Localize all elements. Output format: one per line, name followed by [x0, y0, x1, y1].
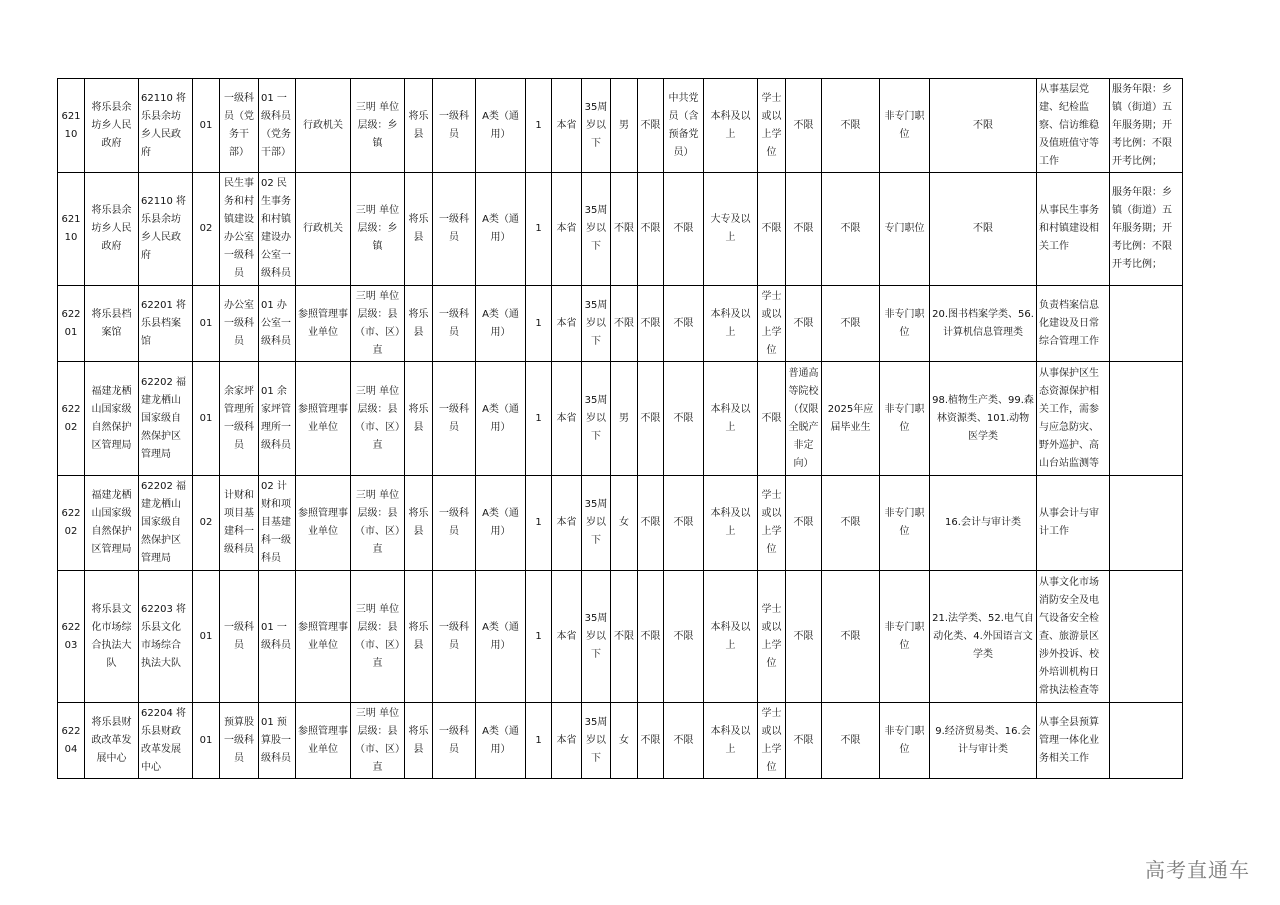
rank-cell: 一级科员	[433, 476, 476, 571]
position-name-cell: 预算股一级科员	[220, 703, 259, 779]
ethnicity-cell: 不限	[638, 571, 664, 703]
ethnicity-cell: 不限	[638, 362, 664, 476]
remarks-cell	[1110, 571, 1183, 703]
ethnicity-cell: 不限	[638, 286, 664, 362]
household-cell: 本省	[552, 476, 582, 571]
source-a-cell: 不限	[786, 173, 822, 286]
household-cell: 本省	[552, 173, 582, 286]
major-cell: 不限	[930, 79, 1037, 173]
unit-level-cell: 三明 单位层级：县（市、区）直	[351, 571, 405, 703]
unit-code-name-cell: 62110 将乐县余坊乡人民政府	[139, 173, 193, 286]
unit-level-cell: 三明 单位层级：县（市、区）直	[351, 286, 405, 362]
position-code-cell: 01	[193, 79, 220, 173]
table-row	[58, 476, 1183, 571]
position-name-cell: 一级科员	[220, 571, 259, 703]
rank-cell: 一级科员	[433, 571, 476, 703]
county-cell: 将乐县	[405, 703, 433, 779]
degree-cell: 学士或以上学位	[758, 79, 786, 173]
major-cell: 20.图书档案学类、56. 计算机信息管理类	[930, 286, 1037, 362]
unit-level-cell: 三明 单位层级：县（市、区）直	[351, 362, 405, 476]
education-cell: 本科及以上	[704, 286, 758, 362]
gender-cell: 不限	[611, 173, 638, 286]
job-type-cell: 非专门职位	[880, 286, 930, 362]
source-b-cell: 不限	[822, 476, 880, 571]
source-a-cell: 不限	[786, 79, 822, 173]
rank-cell: 一级科员	[433, 173, 476, 286]
position-code-cell: 01	[193, 571, 220, 703]
unit-code-cell: 62202	[58, 362, 85, 476]
unit-code-name-cell: 62202 福建龙栖山国家级自然保护区管理局	[139, 362, 193, 476]
unit-name-cell: 福建龙栖山国家级自然保护区管理局	[85, 362, 139, 476]
quota-cell: 1	[526, 173, 552, 286]
watermark-text: 高考直通车	[1145, 858, 1250, 882]
degree-cell: 学士或以上学位	[758, 703, 786, 779]
position-code-name-cell: 01 余家坪管理所一级科员	[259, 362, 296, 476]
exam-category-cell: A类（通用）	[476, 173, 526, 286]
county-cell: 将乐县	[405, 571, 433, 703]
duties-cell: 从事保护区生态资源保护相关工作，需参与应急防灾、野外巡护、高山台站监测等	[1037, 362, 1110, 476]
unit-name-cell: 将乐县档案馆	[85, 286, 139, 362]
quota-cell: 1	[526, 476, 552, 571]
unit-name-cell: 将乐县财政改革发展中心	[85, 703, 139, 779]
unit-level-cell: 三明 单位层级：县（市、区）直	[351, 476, 405, 571]
major-cell: 98.植物生产类、99.森林资源类、101.动物医学类	[930, 362, 1037, 476]
position-code-name-cell: 02 计财和项目基建科一级科员	[259, 476, 296, 571]
unit-nature-cell: 行政机关	[296, 79, 351, 173]
rank-cell: 一级科员	[433, 362, 476, 476]
household-cell: 本省	[552, 571, 582, 703]
quota-cell: 1	[526, 79, 552, 173]
county-cell: 将乐县	[405, 173, 433, 286]
ethnicity-cell: 不限	[638, 703, 664, 779]
position-name-cell: 办公室一级科员	[220, 286, 259, 362]
unit-code-name-cell: 62203 将乐县文化市场综合执法大队	[139, 571, 193, 703]
duties-cell: 从事全县预算管理一体化业务相关工作	[1037, 703, 1110, 779]
unit-nature-cell: 参照管理事业单位	[296, 571, 351, 703]
education-cell: 本科及以上	[704, 79, 758, 173]
source-b-cell: 2025年应届毕业生	[822, 362, 880, 476]
unit-nature-cell: 参照管理事业单位	[296, 286, 351, 362]
unit-code-name-cell: 62201 将乐县档案馆	[139, 286, 193, 362]
exam-category-cell: A类（通用）	[476, 571, 526, 703]
unit-name-cell: 福建龙栖山国家级自然保护区管理局	[85, 476, 139, 571]
education-cell: 本科及以上	[704, 571, 758, 703]
age-cell: 35周岁以下	[582, 79, 611, 173]
gender-cell: 女	[611, 476, 638, 571]
position-name-cell: 计财和项目基建科一级科员	[220, 476, 259, 571]
household-cell: 本省	[552, 286, 582, 362]
politics-cell: 中共党员（含预备党员）	[664, 79, 704, 173]
unit-code-name-cell: 62202 福建龙栖山国家级自然保护区管理局	[139, 476, 193, 571]
quota-cell: 1	[526, 362, 552, 476]
civil-service-position-table	[57, 78, 1183, 779]
source-a-cell: 不限	[786, 571, 822, 703]
exam-category-cell: A类（通用）	[476, 703, 526, 779]
unit-name-cell: 将乐县余坊乡人民政府	[85, 173, 139, 286]
education-cell: 大专及以上	[704, 173, 758, 286]
position-code-name-cell: 02 民生事务和村镇建设办公室一级科员	[259, 173, 296, 286]
degree-cell: 不限	[758, 362, 786, 476]
politics-cell: 不限	[664, 362, 704, 476]
politics-cell: 不限	[664, 703, 704, 779]
position-name-cell: 民生事务和村镇建设办公室一级科员	[220, 173, 259, 286]
job-type-cell: 非专门职位	[880, 362, 930, 476]
exam-category-cell: A类（通用）	[476, 286, 526, 362]
ethnicity-cell: 不限	[638, 476, 664, 571]
position-name-cell: 一级科员（党务干部）	[220, 79, 259, 173]
rank-cell: 一级科员	[433, 703, 476, 779]
unit-code-name-cell: 62110 将乐县余坊乡人民政府	[139, 79, 193, 173]
unit-nature-cell: 参照管理事业单位	[296, 476, 351, 571]
table-row	[58, 173, 1183, 286]
degree-cell: 学士或以上学位	[758, 286, 786, 362]
unit-nature-cell: 参照管理事业单位	[296, 703, 351, 779]
unit-code-cell: 62110	[58, 173, 85, 286]
unit-code-cell: 62204	[58, 703, 85, 779]
unit-code-cell: 62203	[58, 571, 85, 703]
table-body	[58, 79, 1183, 779]
job-type-cell: 专门职位	[880, 173, 930, 286]
position-code-name-cell: 01 预算股一级科员	[259, 703, 296, 779]
exam-category-cell: A类（通用）	[476, 79, 526, 173]
remarks-cell: 服务年限：乡镇（街道）五年服务期；开考比例：不限开考比例；	[1110, 173, 1183, 286]
exam-category-cell: A类（通用）	[476, 476, 526, 571]
source-a-cell: 不限	[786, 476, 822, 571]
gender-cell: 不限	[611, 286, 638, 362]
job-type-cell: 非专门职位	[880, 79, 930, 173]
position-code-name-cell: 01 一级科员（党务干部）	[259, 79, 296, 173]
gender-cell: 男	[611, 79, 638, 173]
rank-cell: 一级科员	[433, 79, 476, 173]
remarks-cell	[1110, 703, 1183, 779]
unit-name-cell: 将乐县余坊乡人民政府	[85, 79, 139, 173]
source-b-cell: 不限	[822, 571, 880, 703]
major-cell: 16.会计与审计类	[930, 476, 1037, 571]
source-b-cell: 不限	[822, 703, 880, 779]
position-code-cell: 01	[193, 286, 220, 362]
age-cell: 35周岁以下	[582, 173, 611, 286]
unit-code-cell: 62201	[58, 286, 85, 362]
major-cell: 9.经济贸易类、16.会计与审计类	[930, 703, 1037, 779]
major-cell: 21.法学类、52.电气自动化类、4.外国语言文学类	[930, 571, 1037, 703]
duties-cell: 从事民生事务和村镇建设相关工作	[1037, 173, 1110, 286]
politics-cell: 不限	[664, 286, 704, 362]
degree-cell: 不限	[758, 173, 786, 286]
county-cell: 将乐县	[405, 476, 433, 571]
education-cell: 本科及以上	[704, 703, 758, 779]
politics-cell: 不限	[664, 571, 704, 703]
major-cell: 不限	[930, 173, 1037, 286]
source-a-cell: 不限	[786, 703, 822, 779]
degree-cell: 学士或以上学位	[758, 571, 786, 703]
duties-cell: 负责档案信息化建设及日常综合管理工作	[1037, 286, 1110, 362]
remarks-cell	[1110, 286, 1183, 362]
household-cell: 本省	[552, 703, 582, 779]
politics-cell: 不限	[664, 173, 704, 286]
county-cell: 将乐县	[405, 362, 433, 476]
duties-cell: 从事基层党建、纪检监察、信访维稳及值班值守等工作	[1037, 79, 1110, 173]
position-table-wrapper	[57, 78, 1183, 779]
source-b-cell: 不限	[822, 286, 880, 362]
unit-level-cell: 三明 单位层级：县（市、区）直	[351, 703, 405, 779]
unit-nature-cell: 行政机关	[296, 173, 351, 286]
politics-cell: 不限	[664, 476, 704, 571]
unit-nature-cell: 参照管理事业单位	[296, 362, 351, 476]
ethnicity-cell: 不限	[638, 79, 664, 173]
age-cell: 35周岁以下	[582, 286, 611, 362]
household-cell: 本省	[552, 362, 582, 476]
unit-code-cell: 62110	[58, 79, 85, 173]
position-name-cell: 余家坪管理所一级科员	[220, 362, 259, 476]
source-b-cell: 不限	[822, 79, 880, 173]
age-cell: 35周岁以下	[582, 703, 611, 779]
remarks-cell	[1110, 476, 1183, 571]
degree-cell: 学士或以上学位	[758, 476, 786, 571]
duties-cell: 从事文化市场消防安全及电气设备安全检查、旅游景区涉外投诉、校外培训机构日常执法检查等	[1037, 571, 1110, 703]
remarks-cell	[1110, 362, 1183, 476]
table-row	[58, 286, 1183, 362]
education-cell: 本科及以上	[704, 362, 758, 476]
gender-cell: 不限	[611, 571, 638, 703]
age-cell: 35周岁以下	[582, 476, 611, 571]
position-code-cell: 01	[193, 362, 220, 476]
unit-level-cell: 三明 单位层级：乡镇	[351, 79, 405, 173]
unit-level-cell: 三明 单位层级：乡镇	[351, 173, 405, 286]
table-row	[58, 703, 1183, 779]
job-type-cell: 非专门职位	[880, 571, 930, 703]
age-cell: 35周岁以下	[582, 362, 611, 476]
position-code-name-cell: 01 一级科员	[259, 571, 296, 703]
unit-code-name-cell: 62204 将乐县财政改革发展中心	[139, 703, 193, 779]
rank-cell: 一级科员	[433, 286, 476, 362]
position-code-cell: 02	[193, 476, 220, 571]
position-code-cell: 01	[193, 703, 220, 779]
table-row	[58, 362, 1183, 476]
education-cell: 本科及以上	[704, 476, 758, 571]
source-b-cell: 不限	[822, 173, 880, 286]
source-a-cell: 不限	[786, 286, 822, 362]
table-row	[58, 571, 1183, 703]
exam-category-cell: A类（通用）	[476, 362, 526, 476]
position-code-cell: 02	[193, 173, 220, 286]
ethnicity-cell: 不限	[638, 173, 664, 286]
quota-cell: 1	[526, 703, 552, 779]
county-cell: 将乐县	[405, 79, 433, 173]
table-row	[58, 79, 1183, 173]
unit-code-cell: 62202	[58, 476, 85, 571]
quota-cell: 1	[526, 286, 552, 362]
age-cell: 35周岁以下	[582, 571, 611, 703]
job-type-cell: 非专门职位	[880, 703, 930, 779]
unit-name-cell: 将乐县文化市场综合执法大队	[85, 571, 139, 703]
source-a-cell: 普通高等院校（仅限全脱产非定向）	[786, 362, 822, 476]
remarks-cell: 服务年限：乡镇（街道）五年服务期；开考比例：不限开考比例；	[1110, 79, 1183, 173]
gender-cell: 男	[611, 362, 638, 476]
quota-cell: 1	[526, 571, 552, 703]
household-cell: 本省	[552, 79, 582, 173]
position-code-name-cell: 01 办公室一级科员	[259, 286, 296, 362]
county-cell: 将乐县	[405, 286, 433, 362]
gender-cell: 女	[611, 703, 638, 779]
duties-cell: 从事会计与审计工作	[1037, 476, 1110, 571]
job-type-cell: 非专门职位	[880, 476, 930, 571]
